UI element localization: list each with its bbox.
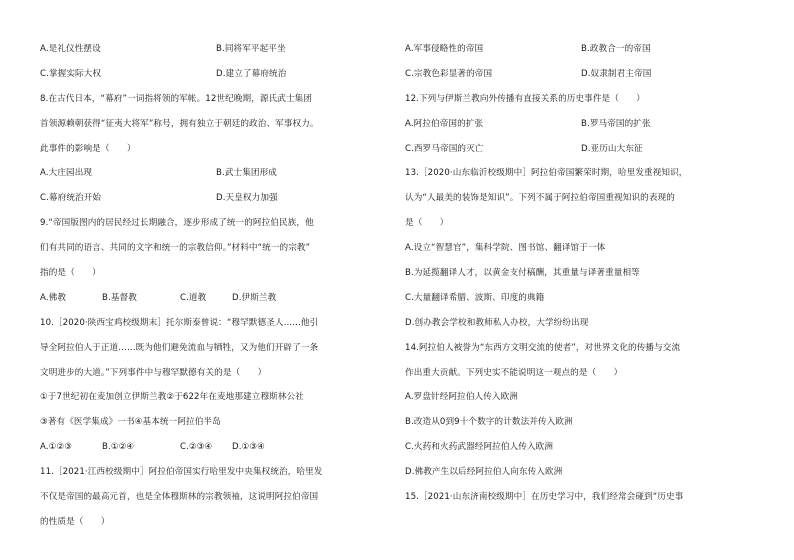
answer-options-row bbox=[405, 69, 760, 79]
answer-option: C.②③④ bbox=[180, 442, 213, 453]
answer-option: A.阿拉伯帝国的扩张 bbox=[405, 118, 484, 129]
answer-option: D.奴隶制君主帝国 bbox=[581, 68, 652, 79]
left-column bbox=[40, 44, 385, 542]
question-line: 8.在古代日本，“幕府”一词指将领的军帐。12世纪晚期，源氏武士集团 bbox=[40, 93, 313, 104]
question-line: 导全阿拉伯人于正道……既为他们避免流血与牺牲，又为他们开辟了一条 bbox=[40, 342, 319, 353]
answer-option: C.西罗马帝国的灭亡 bbox=[405, 143, 484, 154]
answer-option: A.军事侵略性的帝国 bbox=[405, 44, 484, 54]
question-line: 首领源赖朝获得“征夷大将军”称号，拥有独立于朝廷的政治、军事权力。 bbox=[40, 118, 319, 129]
question-line: 此事件的影响是（ ） bbox=[40, 143, 136, 154]
answer-options-row bbox=[40, 442, 385, 452]
question-line: 13.［2020·山东临沂校级期中］阿拉伯帝国繁荣时期，哈里发重视知识， bbox=[405, 168, 688, 179]
question-line: 9.“帝国版图内的居民经过长期融合，逐步形成了统一的阿拉伯民族，他 bbox=[40, 218, 314, 229]
question-line: ①于7世纪初在麦加创立伊斯兰教②于622年在麦地那建立穆斯林公社 bbox=[40, 392, 304, 403]
answer-option: B.①②④ bbox=[102, 442, 135, 453]
answer-option: D.亚历山大东征 bbox=[581, 143, 643, 154]
question-line: 12.下列与伊斯兰教向外传播有直接关系的历史事件是（ ） bbox=[405, 93, 646, 104]
question-line: 14.阿拉伯人被誉为“东西方文明交流的使者”，对世界文化的传播与交流 bbox=[405, 342, 681, 353]
answer-option: C.掌握实际大权 bbox=[40, 68, 102, 79]
answer-option: B.罗马帝国的扩张 bbox=[581, 118, 651, 129]
question-line: 指的是（ ） bbox=[40, 268, 101, 279]
question-line: 10.［2020·陕西宝鸡校级期末］托尔斯泰曾说：“穆罕默德圣人……他引 bbox=[40, 317, 319, 328]
question-line: C.大量翻译希腊、波斯、印度的典籍 bbox=[405, 292, 545, 303]
answer-option: C.宗教色彩显著的帝国 bbox=[405, 68, 493, 79]
answer-option: C.幕府统治开始 bbox=[40, 193, 102, 204]
question-line: 11.［2021·江西校级期中］阿拉伯帝国实行哈里发中央集权统治，哈里发 bbox=[40, 467, 323, 478]
answer-options-row bbox=[40, 69, 385, 79]
answer-option: A.①②③ bbox=[40, 442, 73, 453]
answer-options-row bbox=[40, 193, 385, 203]
answer-option: D.建立了幕府统治 bbox=[216, 68, 287, 79]
question-line: 的性质是（ ） bbox=[40, 516, 110, 527]
question-line: A.罗盘针经阿拉伯人传入欧洲 bbox=[405, 392, 518, 403]
answer-options-row bbox=[405, 44, 760, 54]
question-line: 15.［2021·山东济南校级期中］在历史学习中，我们经常会碰到“历史事 bbox=[405, 492, 684, 503]
answer-option: C.道教 bbox=[180, 292, 207, 303]
answer-option: D.天皇权力加强 bbox=[216, 193, 278, 204]
question-line: 认为“人最美的装饰是知识”。下列不属于阿拉伯帝国重视知识的表现的 bbox=[405, 193, 675, 204]
answer-option: B.基督教 bbox=[102, 292, 137, 303]
question-line: B.改造从0到9十个数字的计数法并传入欧洲 bbox=[405, 417, 573, 428]
question-line: 文明进步的大道。”下列事件中与穆罕默德有关的是（ ） bbox=[40, 367, 267, 378]
answer-option: D.①③④ bbox=[232, 442, 265, 453]
question-line: 不仅是帝国的最高元首，也是全体穆斯林的宗教领袖，这说明阿拉伯帝国 bbox=[40, 492, 319, 503]
question-line: C.火药和火药武器经阿拉伯人传入欧洲 bbox=[405, 442, 554, 453]
answer-options-row bbox=[405, 119, 760, 129]
answer-options-row bbox=[40, 168, 385, 178]
question-line: D.创办教会学校和教师私人办校，大学纷纷出现 bbox=[405, 317, 589, 328]
answer-option: B.武士集团形成 bbox=[216, 168, 277, 179]
question-line: 作出重大贡献。下列史实不能说明这一观点的是（ ） bbox=[405, 367, 623, 378]
answer-option: A.大庄园出现 bbox=[40, 168, 93, 179]
question-line: ③著有《医学集成》一书④基本统一阿拉伯半岛 bbox=[40, 417, 221, 428]
answer-option: B.同将军平起平坐 bbox=[216, 44, 286, 54]
question-line: 是（ ） bbox=[405, 218, 449, 229]
answer-option: B.政教合一的帝国 bbox=[581, 44, 651, 54]
question-line: A.设立“智慧官”，集科学院、图书馆、翻译馆于一体 bbox=[405, 243, 606, 254]
question-line: 们有共同的语言、共同的文字和统一的宗教信仰。”材料中“统一的宗教” bbox=[40, 243, 311, 254]
answer-option: A.是礼仪性摆设 bbox=[40, 44, 101, 54]
answer-options-row bbox=[405, 144, 760, 154]
answer-options-row bbox=[40, 293, 385, 303]
answer-option: A.佛教 bbox=[40, 292, 67, 303]
question-line: D.佛教产生以后经阿拉伯人向东传入欧洲 bbox=[405, 467, 563, 478]
answer-option: D.伊斯兰教 bbox=[232, 292, 277, 303]
answer-options-row bbox=[40, 44, 385, 54]
question-line: B.为延揽翻译人才，以黄金支付稿酬，其重量与译著重量相等 bbox=[405, 268, 640, 279]
right-column bbox=[405, 44, 760, 517]
